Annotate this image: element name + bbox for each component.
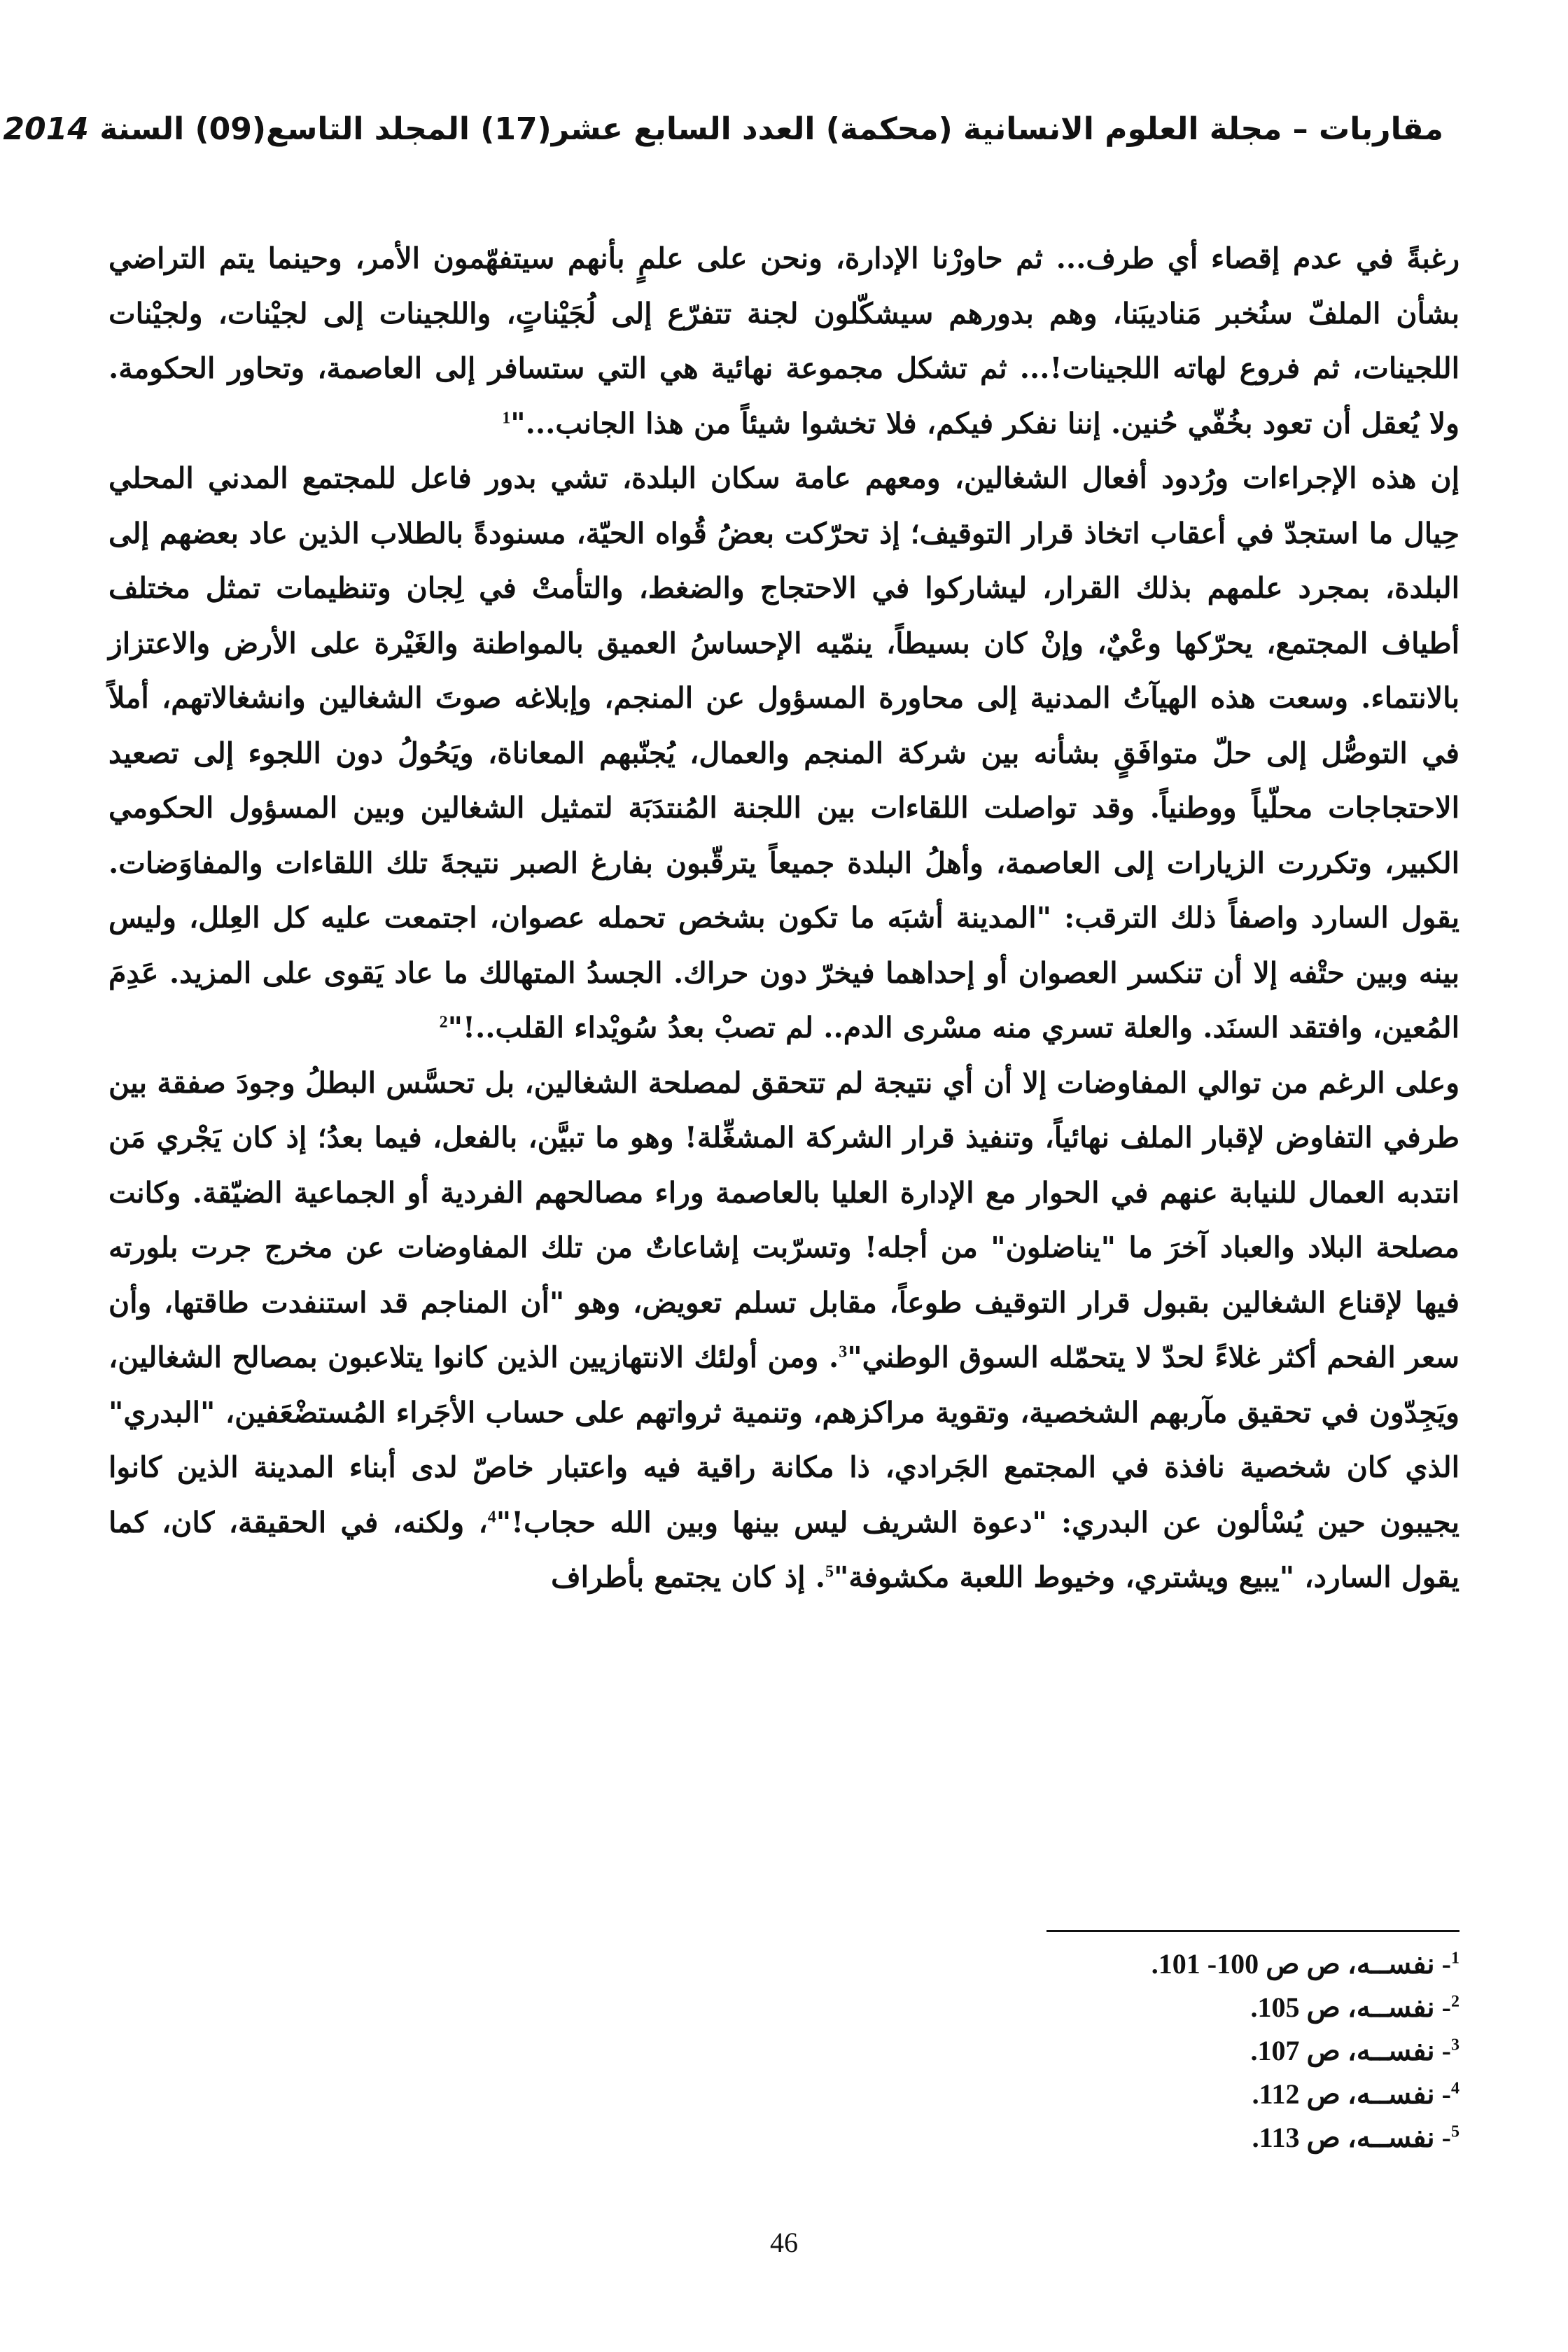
footnote-number: 1 xyxy=(1451,1949,1460,1968)
footnote-text: - نفســه، ص ص 100- 101. xyxy=(1151,1948,1451,1980)
paragraph-3-text-b: . ومن أولئك الانتهازيين الذين كانوا يتلاعبون بمصالح الشغالين، ويَجِدّون في تحقيق مآربهم الشخصية، وتقوية مراكزهم، وتنمية ثرواتهم على حساب الأجَراء المُستضْعَفين، "البدري" الذي كان شخصية نافذة في المجتمع الجَرادي، ذا مكانة راقية فيه واعتبار خاصّ لدى أبناء المدينة الذين كانوا يجيبون حين يُسْألون عن البدري: "دعوة الشريف ليس بينها وبين الله حجاب!" xyxy=(108,1340,1460,1539)
paragraph-3-text-c: ، ولكنه، في الحقيقة، كان، كما يقول السارد، "يبيع ويشتري، وخيوط اللعبة مكشوفة" xyxy=(108,1505,1460,1594)
footnote-separator xyxy=(1046,1930,1460,1932)
footnote-ref-5: 5 xyxy=(825,1562,834,1581)
paragraph-2-text: إن هذه الإجراءات ورُدود أفعال الشغالين، ومعهم عامة سكان البلدة، تشي بدور فاعل للمجتمع المدني المحلي حِيال ما استجدّ في أعقاب اتخاذ قرار التوقيف؛ إذ تحرّكت بعضُ قُواه الحيّة، مسنودةً بالطلاب الذين عاد بعضهم إلى البلدة، بمجرد علمهم بذلك القرار، ليشاركوا في الاحتجاج والضغط، والتأمتْ في لِجان وتنظيمات تمثل مختلف أطياف المجتمع، يحرّكها وعْيٌ، وإنْ كان بسيطاً، ينمّيه الإحساسُ العميق بالمواطنة والغَيْرة على الأرض والاعتزاز بالانتماء. وسعت هذه الهيآتُ المدنية إلى محاورة المسؤول عن المنجم، وإبلاغه صوتَ الشغالين وانشغالاتهم، أملاً في التوصُّل إلى حلّ متوافَقٍ بشأنه بين شركة المنجم والعمال، يُجنّبهم المعاناة، ويَحُولُ دون اللجوء إلى تصعيد الاحتجاجات محلّياً ووطنياً. وقد تواصلت اللقاءات بين اللجنة المُنتدَبَة لتمثيل الشغالين وبين المسؤول الحكومي الكبير، وتكررت الزيارات إلى العاصمة، وأهلُ البلدة جميعاً يترقّبون بفارغ الصبر نتيجةَ تلك اللقاءات والمفاوَضات. يقول السارد واصفاً ذلك الترقب: "المدينة أشبَه ما تكون بشخص تحمله عصوان، اجتمعت عليه كل العِلل، وليس بينه وبين حتْفه إلا أن تنكسر العصوان أو إحداهما فيخرّ دون حراك. الجسدُ المتهالك ما عاد يَقوى على المزيد. عَدِمَ المُعين، وافتقد السنَد. والعلة تسري منه مسْرى الدم.. لم تصبْ بعدُ سُويْداء القلب..!" xyxy=(108,461,1460,1044)
paragraph-3-text-d: . إذ كان يجتمع بأطراف xyxy=(551,1560,826,1594)
footnote-number: 5 xyxy=(1451,2122,1460,2141)
footnote-number: 2 xyxy=(1451,1992,1460,2011)
footnote-number: 3 xyxy=(1451,2036,1460,2054)
footnote-4 xyxy=(899,2073,1460,2116)
paragraph-3-text: وعلى الرغم من توالي المفاوضات إلا أن أي نتيجة لم تتحقق لمصلحة الشغالين، بل تحسَّس البطلُ وجودَ صفقة بين طرفي التفاوض لإقبار الملف نهائياً، وتنفيذ قرار الشركة المشغِّلة! وهو ما تبيَّن، بالفعل، فيما بعدُ؛ إذ كان يَجْري مَن انتدبه العمال للنيابة عنهم في الحوار مع الإدارة العليا بالعاصمة وراء مصالحهم الفردية أو الجماعية الضيّقة. وكانت مصلحة البلاد والعباد آخرَ ما "يناضلون" من أجله! وتسرّبت إشاعاتٌ من تلك المفاوضات عن مخرج جرت بلورته فيها لإقناع الشغالين بقبول قرار التوقيف طوعاً، مقابل تسلم تعويض، وهو "أن المناجم قد استنفدت طاقتها، وأن سعر الفحم أكثر غلاءً لحدّ لا يتحمّله السوق الوطني" xyxy=(108,1065,1460,1374)
journal-title-line: مقاربات – مجلة العلوم الانسانية (محكمة) العدد السابع عشر(17) المجلد التاسع(09) السنة xyxy=(99,111,1443,147)
running-header xyxy=(3,105,1443,154)
footnote-text: - نفســه، ص 105. xyxy=(1250,1991,1451,2023)
footnote-text: - نفســه، ص 113. xyxy=(1252,2122,1451,2153)
footnote-text: - نفســه، ص 112. xyxy=(1252,2078,1451,2110)
footnote-1 xyxy=(899,1942,1460,1986)
paragraph-2 xyxy=(108,451,1460,1056)
footnote-ref-2: 2 xyxy=(439,1013,448,1032)
journal-year: 2014 xyxy=(3,111,89,147)
footnote-2 xyxy=(899,1986,1460,2029)
article-body xyxy=(108,231,1460,1605)
footnote-3 xyxy=(899,2029,1460,2073)
paragraph-1 xyxy=(108,231,1460,451)
paragraph-1-text: رغبةً في عدم إقصاء أي طرف... ثم حاورْنا الإدارة، ونحن على علمٍ بأنهم سيتفهّمون الأمر، وحينما يتم التراضي بشأن الملفّ سنُخبر مَناديبَنا، وهم بدورهم سيشكّلون لجنة تتفرّع إلى لُجَيْناتٍ، واللجينات إلى لجيْنات، ولجيْنات اللجينات، ثم فروع لهاته اللجينات!... ثم تشكل مجموعة نهائية هي التي ستسافر إلى العاصمة، وتحاور الحكومة. ولا يُعقل أن تعود بخُفّي حُنين. إننا نفكر فيكم، فلا تخشوا شيئاً من هذا الجانب..." xyxy=(108,241,1460,440)
footnote-text: - نفســه، ص 107. xyxy=(1250,2035,1451,2066)
paragraph-3 xyxy=(108,1056,1460,1605)
footnote-ref-3: 3 xyxy=(839,1343,848,1362)
footnote-ref-4: 4 xyxy=(487,1507,496,1526)
footnotes xyxy=(899,1942,1460,2160)
footnote-ref-1: 1 xyxy=(502,408,511,427)
page-number: 46 xyxy=(770,2227,798,2258)
footnote-5 xyxy=(899,2116,1460,2160)
footnote-number: 4 xyxy=(1451,2079,1460,2098)
